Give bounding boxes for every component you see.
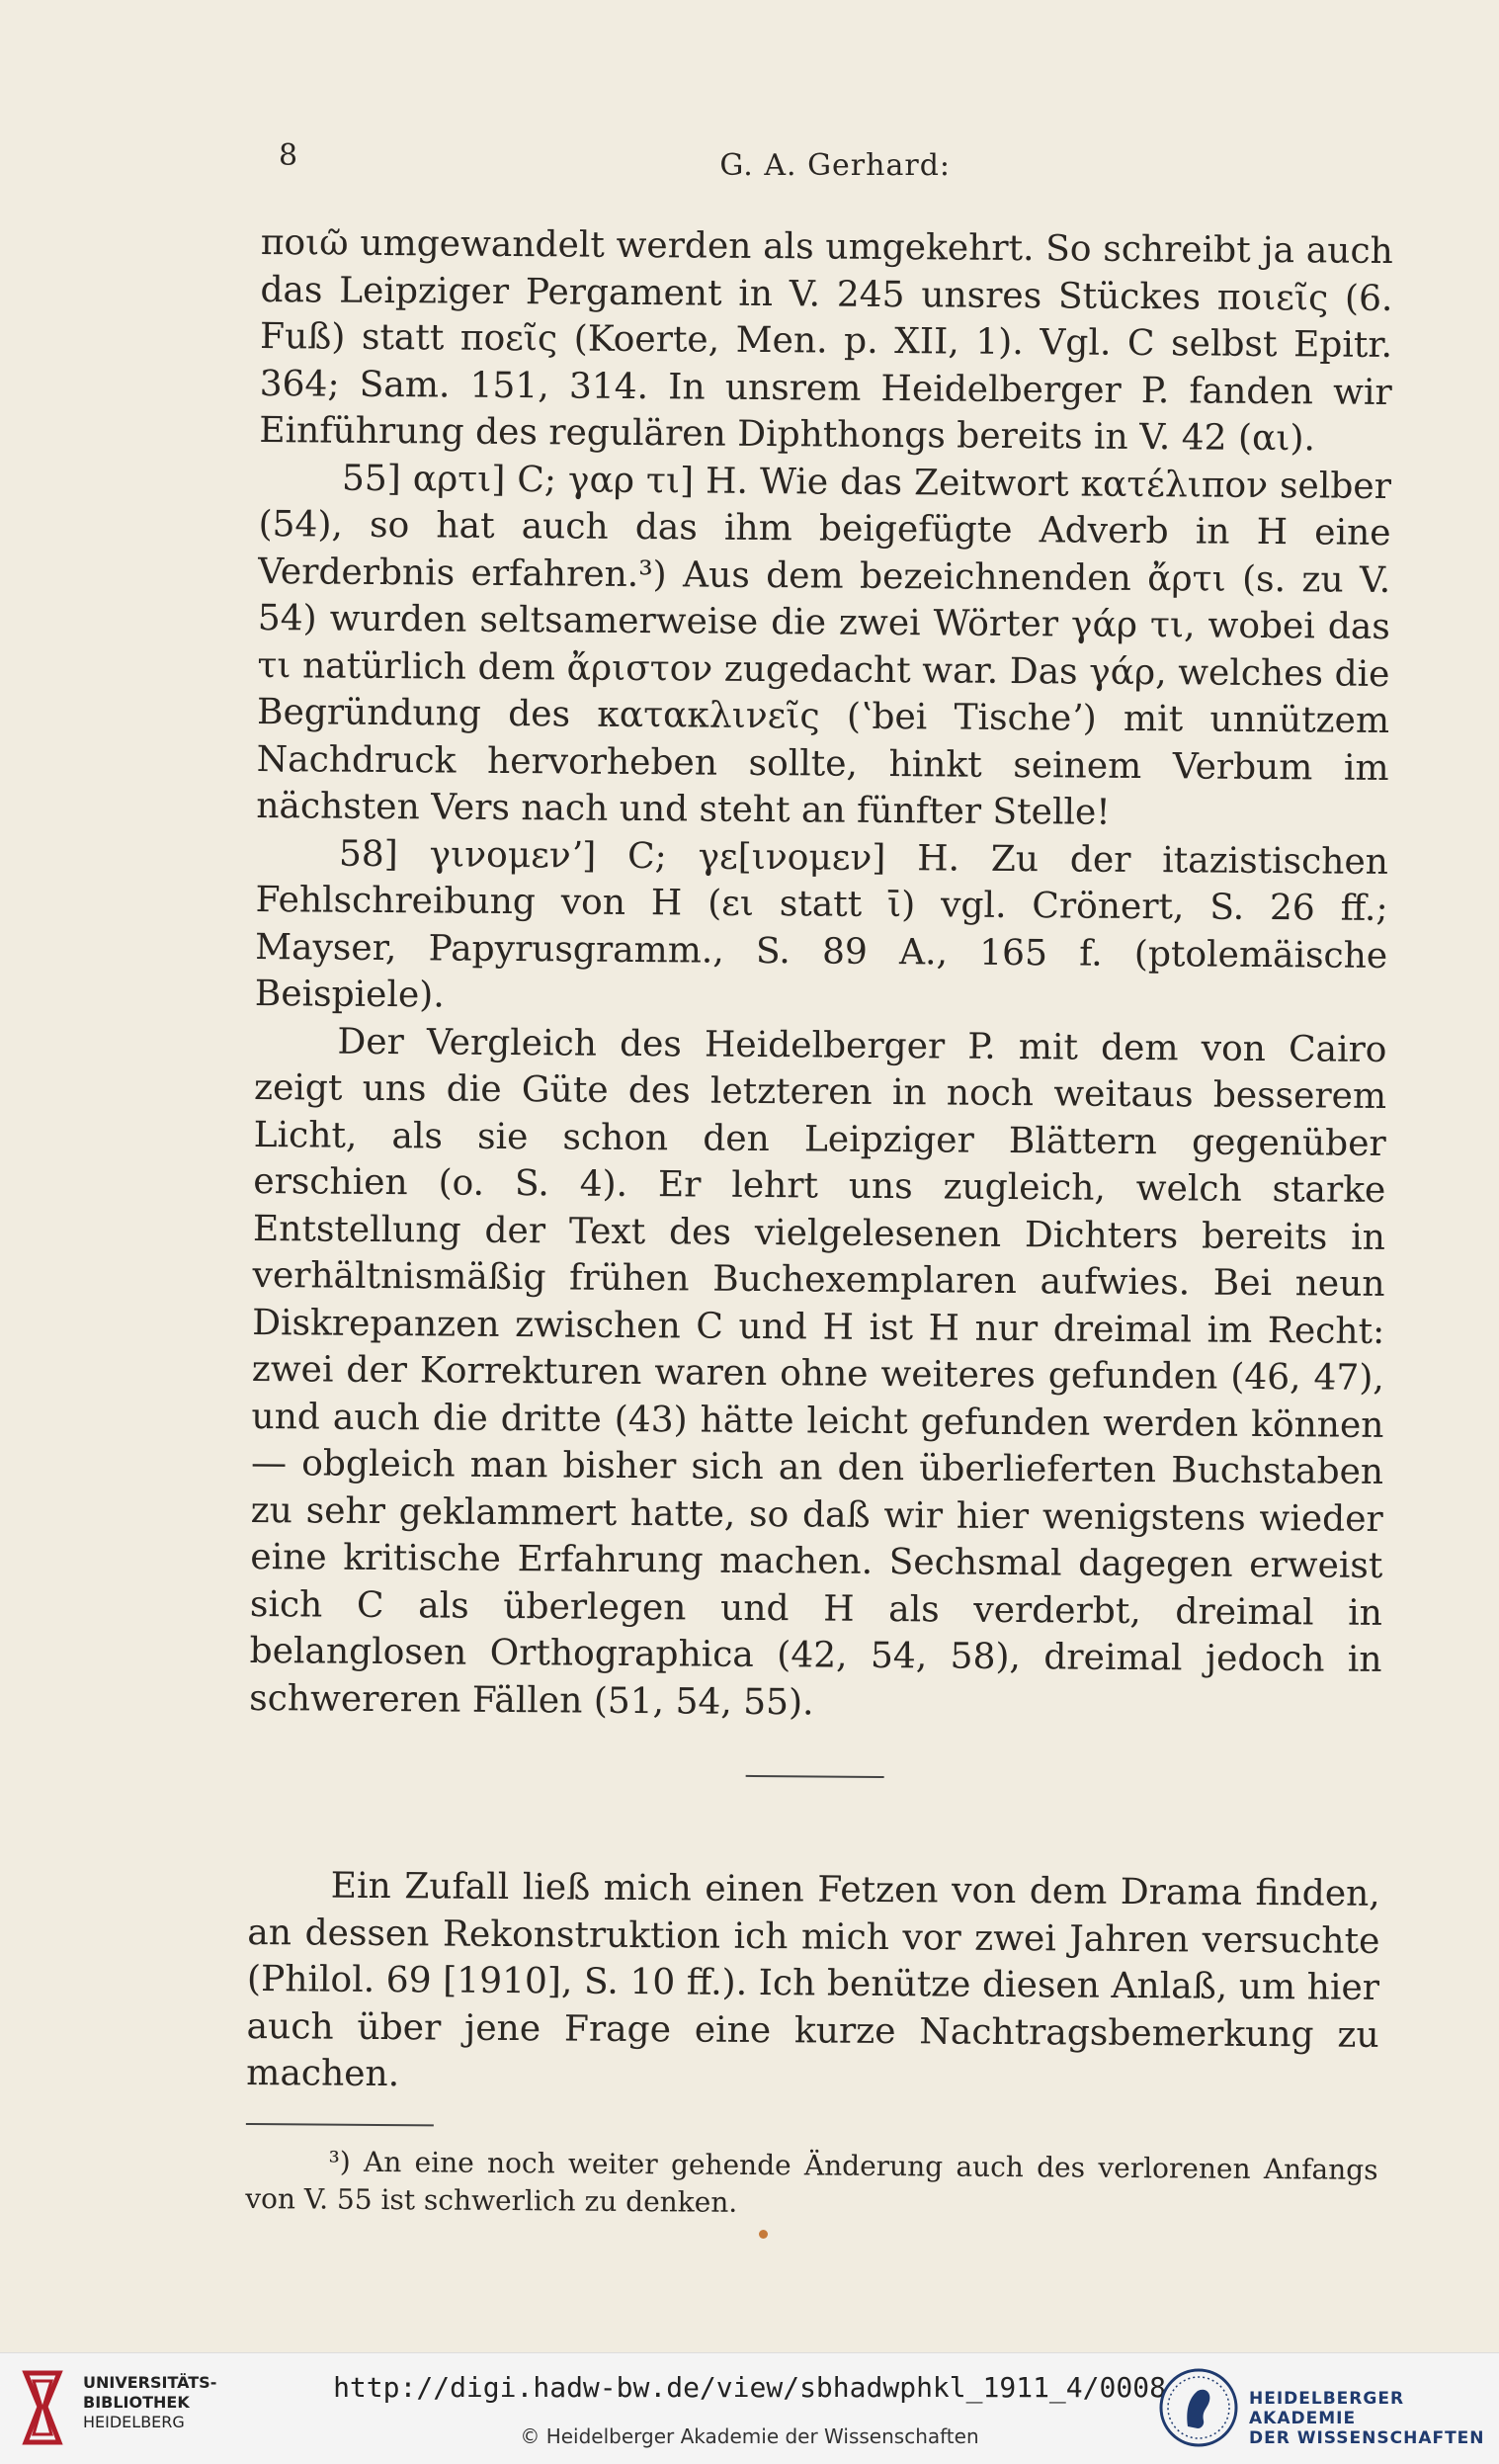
section-divider	[746, 1775, 884, 1778]
viewer-footer	[0, 2352, 1499, 2464]
footnote: ³) An eine noch weiter gehende Änderung auch des verlorenen Anfangs von V. 55 ist schwerlich zu denken.	[245, 2145, 1378, 2219]
source-url-link[interactable]: http://digi.hadw-bw.de/view/sbhadwphkl_1911_4/0008	[333, 2371, 1166, 2404]
paragraph-1: ποιῶ umgewandelt werden als umgekehrt. So schreibt ja auch das Leipziger Pergament in V. 245 unsres Stückes ποιεῖς (6. Fuß) statt ποεῖς (Koerte, Men. p. XII, 1). Vgl. C selbst Epitr. 364; Sam. 151, 314. In unsrem Heidelberger P. fanden wir Einführung des regulären Diphthongs bereits in V. 42 (αι).	[259, 221, 1393, 460]
running-head	[279, 138, 1385, 188]
paragraph-5: Ein Zufall ließ mich einen Fetzen von dem Drama finden, an dessen Rekonstruktion ich mich vor zwei Jahren versuchte (Philol. 69 [1910], S. 10 ff.). Ich benütze diesen Anlaß, um hier auch über jene Frage eine kurze Nachtragsbemerkung zu machen.	[246, 1865, 1380, 2095]
paragraph-4: Der Vergleich des Heidelberger P. mit dem von Cairo zeigt uns die Güte des letzteren in noch weitaus besserem Licht, als sie schon den Leipziger Blättern gegenüber erschien (o. S. 4). Er lehrt uns zugleich, welch starke Entstellung der Text des vielgelesenen Dichters bereits in verhältnismäßig frühen Buchexemplaren aufwies. Bei neun Diskrepanzen zwischen C und H ist H nur dreimal im Recht: zwei der Korrekturen waren ohne weiteres gefunden (46, 47), und auch die dritte (43) hätte leicht gefunden werden können — obgleich man bisher sich an den überlieferten Buchstaben zu sehr geklammert hatte, so daß wir hier wenigstens wieder eine kritische Erfahrung machen. Sechsmal dagegen erweist sich C als überlegen und H als verderbt, dreimal in belanglosen Orthographica (42, 54, 58), dreimal jedoch in schwereren Fällen (51, 54, 55).	[249, 1021, 1387, 1723]
academy-name: HEIDELBERGER AKADEMIE DER WISSENSCHAFTEN	[1249, 2389, 1485, 2448]
running-title: G. A. Gerhard:	[719, 148, 951, 183]
stain-dot	[759, 2230, 768, 2239]
library-name: UNIVERSITÄTS- BIBLIOTHEK HEIDELBERG	[83, 2373, 217, 2431]
body-text	[245, 219, 1393, 2226]
copyright-notice: © Heidelberger Akademie der Wissenschaften	[520, 2424, 979, 2448]
page-number: 8	[279, 138, 298, 173]
paragraph-3: 58] γινομενʼ] C; γε[ινομεν] H. Zu der itazistischen Fehlschreibung von H (ει statt ῑ) vgl. Crönert, S. 26 ff.; Mayser, Papyrusgramm., S. 89 A., 165 f. (ptolemäische Beispiele).	[254, 833, 1389, 1016]
paragraph-2: 55] αρτι] C; γαρ τι] H. Wie das Zeitwort κατέλιπον selber (54), so hat auch das ihm beigefügte Adverb in H eine Verderbnis erfahren.³) Aus dem bezeichnenden ἄρτι (s. zu V. 54) wurden seltsamerweise die zwei Wörter γάρ τι, wobei das τι natürlich dem ἄριστον zugedacht war. Das γάρ, welches die Begründung des κατακλινεῖς (ʽbei Tischeʼ) mit unnützem Nachdruck hervorheben sollte, hinkt seinem Verbum im nächsten Vers nach und steht an fünfter Stelle!	[256, 458, 1392, 833]
academy-seal-icon	[1158, 2365, 1239, 2450]
footnote-rule	[246, 2122, 434, 2125]
